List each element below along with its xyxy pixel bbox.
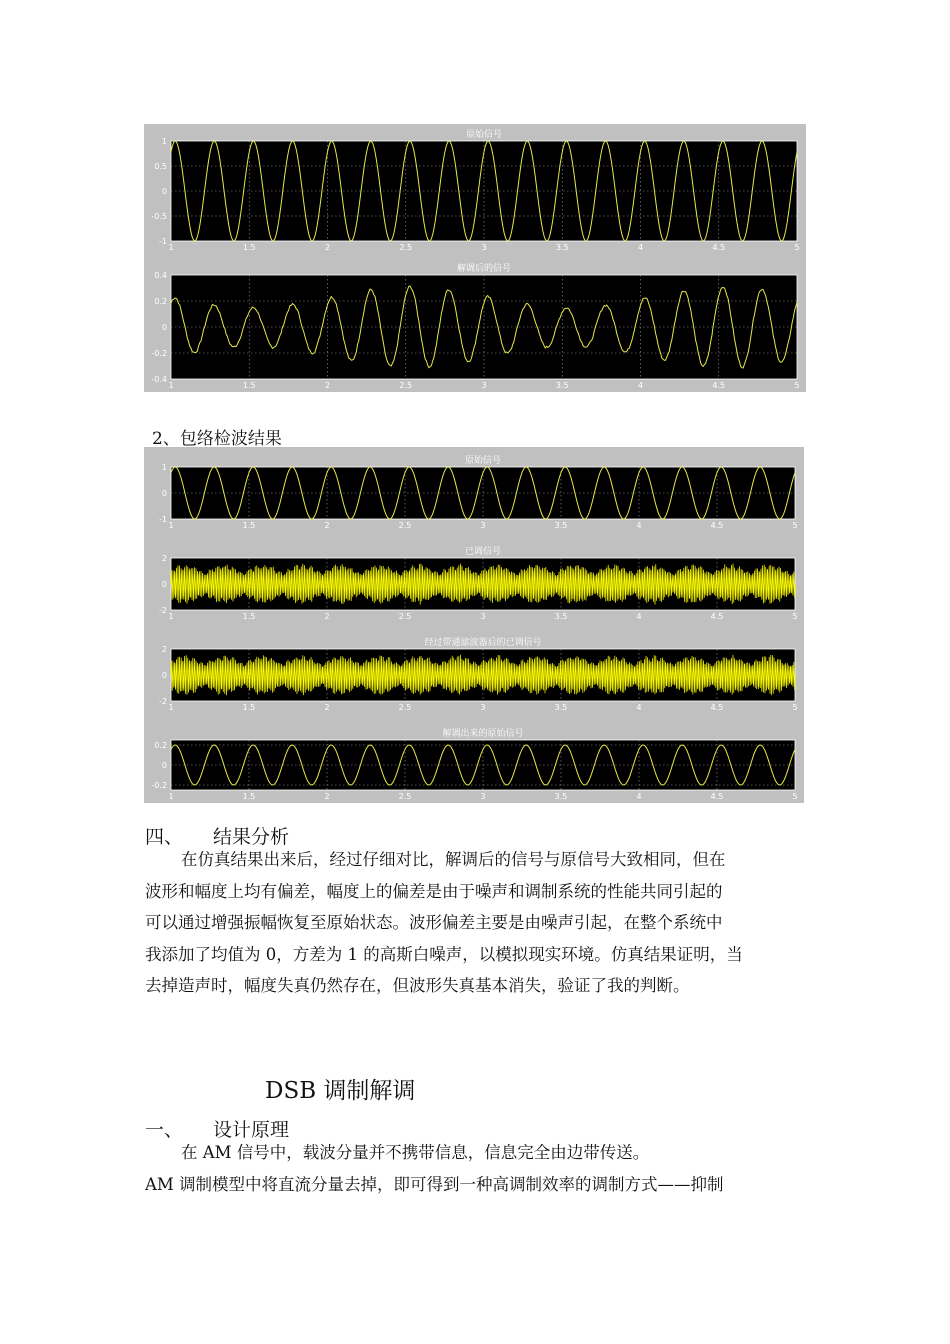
analysis-line: 可以通过增强振幅恢复至原始状态。波形偏差主要是由噪声引起，在整个系统中 bbox=[145, 913, 723, 932]
y-tick-label: -0.2 bbox=[151, 349, 167, 358]
figure2-caption: 2、包络检波结果 bbox=[152, 429, 282, 449]
section1-title: 设计原理 bbox=[213, 1119, 290, 1141]
plot-title: 解调出来的原始信号 bbox=[442, 729, 524, 739]
y-tick-label: -0.2 bbox=[151, 781, 167, 790]
x-tick-label: 1 bbox=[168, 243, 174, 252]
x-tick-label: 4.5 bbox=[712, 381, 726, 390]
plot-title: 原始信号 bbox=[465, 130, 503, 140]
x-tick-label: 1 bbox=[168, 381, 174, 390]
x-tick-label: 2.5 bbox=[399, 381, 413, 390]
x-tick-label: 2 bbox=[324, 381, 331, 390]
y-tick-label: -2 bbox=[159, 697, 167, 706]
x-tick-label: 4.5 bbox=[710, 521, 724, 530]
x-tick-label: 5 bbox=[792, 703, 798, 712]
x-tick-label: 4 bbox=[636, 612, 642, 621]
analysis-line: 我添加了均值为 0，方差为 1 的高斯白噪声，以模拟现实环境。仿真结果证明，当 bbox=[145, 944, 743, 964]
x-tick-label: 1.5 bbox=[242, 792, 256, 801]
x-tick-label: 4 bbox=[636, 703, 642, 712]
x-tick-label: 1 bbox=[168, 703, 174, 712]
x-tick-label: 5 bbox=[792, 521, 798, 530]
x-tick-label: 4 bbox=[637, 381, 644, 390]
analysis-line: 波形和幅度上均有偏差，幅度上的偏差是由于噪声和调制系统的性能共同引起的 bbox=[145, 881, 723, 901]
x-tick-label: 1 bbox=[168, 792, 174, 801]
y-tick-label: 0 bbox=[161, 580, 167, 589]
y-tick-label: 0 bbox=[161, 187, 167, 196]
analysis-line: 在仿真结果出来后，经过仔细对比，解调后的信号与原信号大致相同，但在 bbox=[181, 850, 726, 869]
x-tick-label: 2.5 bbox=[398, 521, 412, 530]
x-tick-label: 2.5 bbox=[398, 792, 412, 801]
x-tick-label: 4 bbox=[636, 521, 642, 530]
x-tick-label: 1.5 bbox=[242, 703, 256, 712]
plot-1 bbox=[151, 262, 799, 390]
y-tick-label: 0.2 bbox=[154, 741, 167, 750]
x-tick-label: 3 bbox=[480, 612, 486, 621]
x-tick-label: 3.5 bbox=[554, 703, 568, 712]
plot-title: 原始信号 bbox=[464, 456, 502, 466]
y-tick-label: 0.2 bbox=[154, 297, 167, 306]
x-tick-label: 2 bbox=[324, 703, 330, 712]
analysis-line: 去掉造声时，幅度失真仍然存在，但波形失真基本消失，验证了我的判断。 bbox=[145, 976, 690, 995]
section4-title: 结果分析 bbox=[213, 826, 290, 848]
x-tick-label: 5 bbox=[792, 612, 798, 621]
x-tick-label: 5 bbox=[792, 792, 798, 801]
x-tick-label: 1 bbox=[168, 521, 174, 530]
principle-paragraph bbox=[145, 1137, 807, 1200]
plot-title: 解调后的信号 bbox=[456, 264, 512, 274]
x-tick-label: 5 bbox=[794, 381, 800, 390]
x-tick-label: 5 bbox=[794, 243, 800, 252]
x-tick-label: 1.5 bbox=[242, 521, 256, 530]
y-tick-label: 0.4 bbox=[154, 271, 167, 280]
y-tick-label: 0.5 bbox=[154, 162, 167, 171]
x-tick-label: 2 bbox=[324, 243, 331, 252]
x-tick-label: 4.5 bbox=[710, 792, 724, 801]
y-tick-label: 0 bbox=[161, 761, 167, 770]
section1-number: 一、 bbox=[145, 1119, 184, 1141]
x-tick-label: 4.5 bbox=[710, 612, 724, 621]
x-tick-label: 2 bbox=[324, 521, 330, 530]
y-tick-label: -1 bbox=[159, 237, 167, 246]
y-tick-label: 0 bbox=[161, 489, 167, 498]
x-tick-label: 3 bbox=[480, 703, 486, 712]
x-tick-label: 2 bbox=[324, 612, 330, 621]
x-tick-label: 2.5 bbox=[399, 243, 413, 252]
y-tick-label: 0 bbox=[161, 323, 167, 332]
x-tick-label: 3.5 bbox=[554, 792, 568, 801]
x-tick-label: 3 bbox=[480, 792, 486, 801]
x-tick-label: 3.5 bbox=[555, 243, 569, 252]
y-tick-label: -2 bbox=[159, 606, 167, 615]
x-tick-label: 1.5 bbox=[242, 243, 256, 252]
x-tick-label: 4 bbox=[637, 243, 644, 252]
principle-line: AM 调制模型中将直流分量去掉，即可得到一种高调制效率的调制方式——抑制 bbox=[145, 1174, 724, 1194]
plot-title: 已调信号 bbox=[464, 547, 502, 557]
y-tick-label: 2 bbox=[161, 645, 167, 654]
x-tick-label: 3.5 bbox=[554, 521, 568, 530]
plot-title: 经过带通滤波器后的已调信号 bbox=[424, 638, 542, 648]
y-tick-label: 1 bbox=[161, 137, 167, 146]
x-tick-label: 4 bbox=[636, 792, 642, 801]
y-tick-label: 2 bbox=[161, 554, 167, 563]
y-tick-label: -0.4 bbox=[151, 375, 167, 384]
y-tick-label: -0.5 bbox=[151, 212, 167, 221]
analysis-paragraph bbox=[145, 844, 807, 1002]
x-tick-label: 4.5 bbox=[712, 243, 726, 252]
x-tick-label: 3 bbox=[481, 381, 487, 390]
x-tick-label: 3 bbox=[481, 243, 487, 252]
principle-line: 在 AM 信号中，载波分量并不携带信息，信息完全由边带传送。 bbox=[181, 1143, 650, 1162]
x-tick-label: 3.5 bbox=[555, 381, 569, 390]
x-tick-label: 1.5 bbox=[242, 381, 256, 390]
x-tick-label: 4.5 bbox=[710, 703, 724, 712]
x-tick-label: 3 bbox=[480, 521, 486, 530]
x-tick-label: 2 bbox=[324, 792, 330, 801]
dsb-title: DSB 调制解调 bbox=[265, 1078, 416, 1104]
y-tick-label: -1 bbox=[159, 515, 167, 524]
x-tick-label: 3.5 bbox=[554, 612, 568, 621]
y-tick-label: 1 bbox=[161, 463, 167, 472]
x-tick-label: 1 bbox=[168, 612, 174, 621]
plot-0 bbox=[151, 128, 799, 252]
x-tick-label: 2.5 bbox=[398, 703, 412, 712]
section4-number: 四、 bbox=[145, 826, 184, 848]
x-tick-label: 1.5 bbox=[242, 612, 256, 621]
x-tick-label: 2.5 bbox=[398, 612, 412, 621]
y-tick-label: 0 bbox=[161, 671, 167, 680]
